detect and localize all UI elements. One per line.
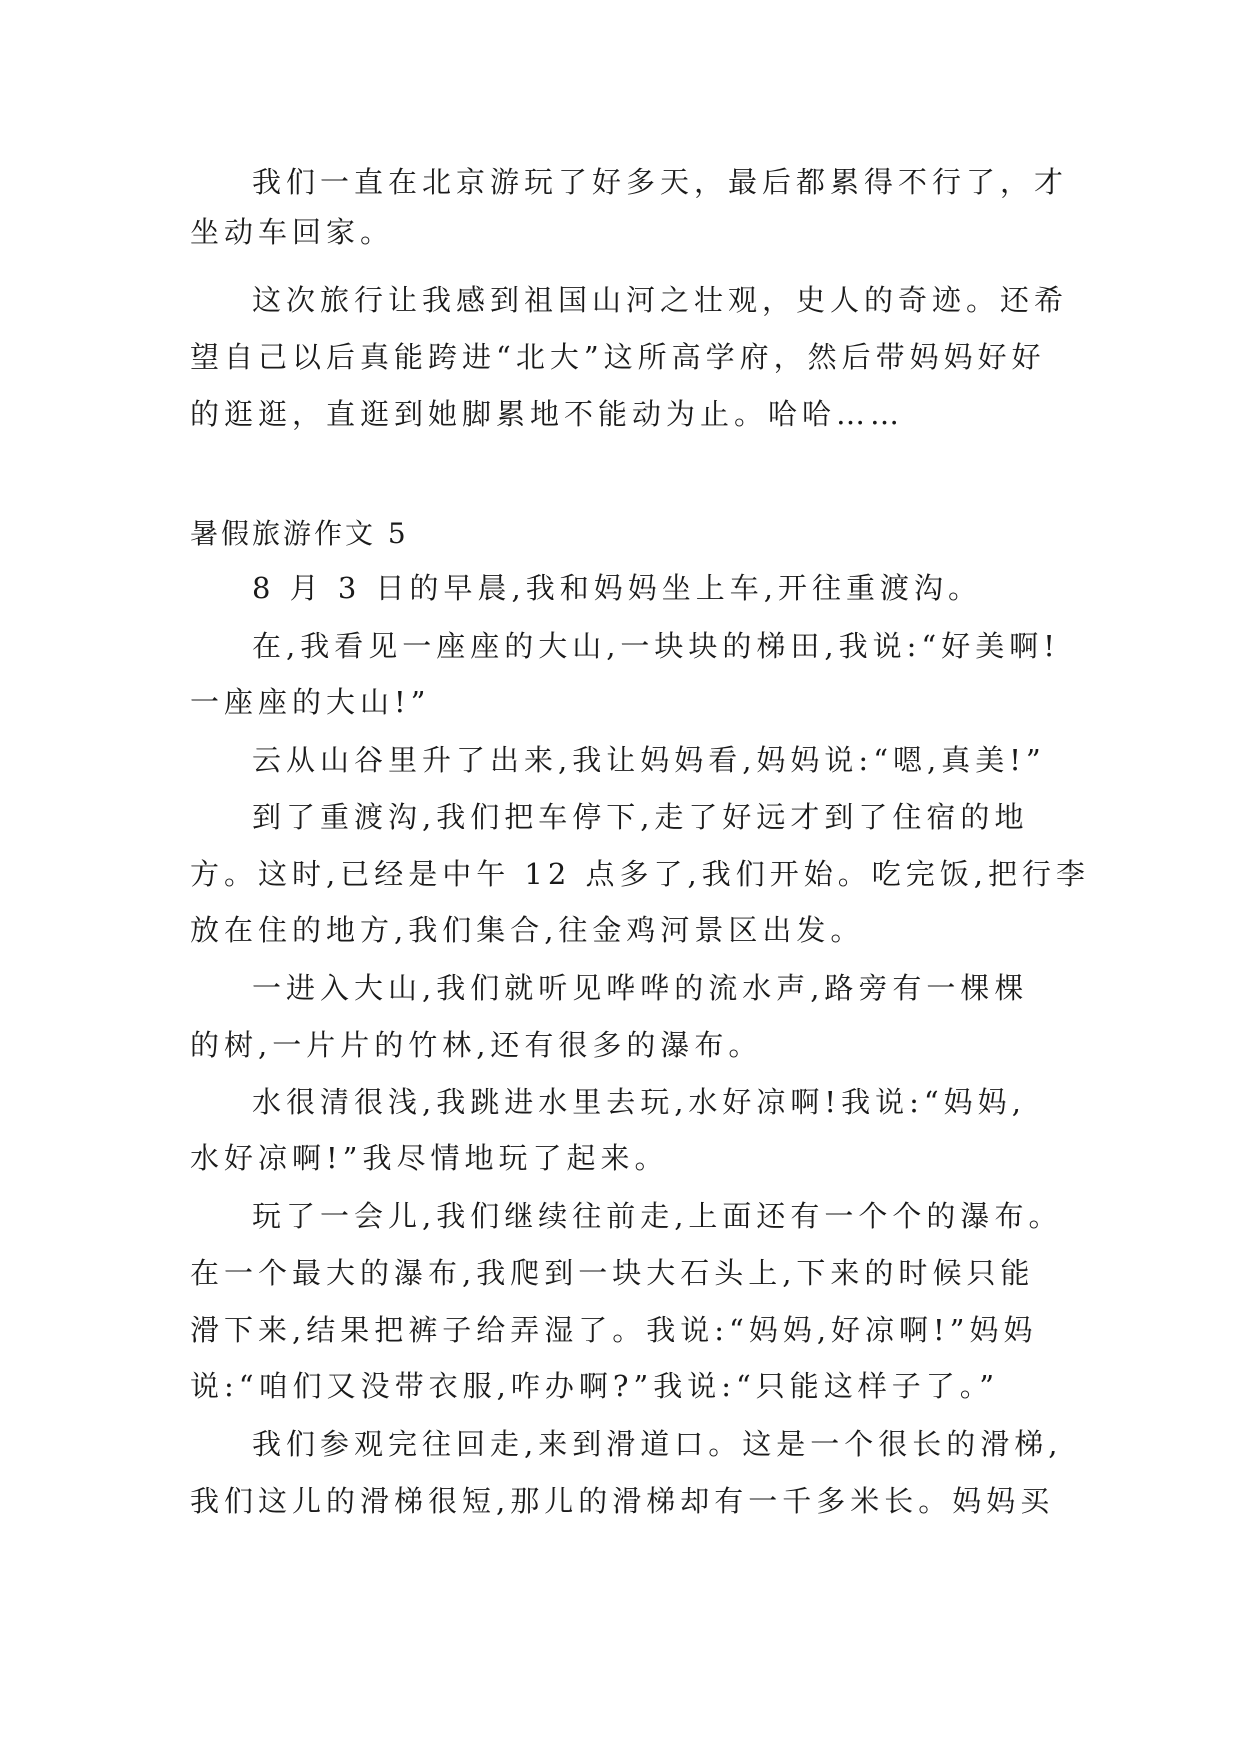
text-line: 云从山谷里升了出来,我让妈妈看,妈妈说:“嗯,真美!” bbox=[252, 743, 1046, 777]
text-line: 我们这儿的滑梯很短,那儿的滑梯却有一千多米长。妈妈买 bbox=[190, 1484, 1055, 1518]
text-line: 水好凉啊!”我尽情地玩了起来。 bbox=[190, 1141, 669, 1175]
text-line: 8 月 3 日的早晨,我和妈妈坐上车,开往重渡沟。 bbox=[252, 571, 982, 605]
text-line: 到了重渡沟,我们把车停下,走了好远才到了住宿的地 bbox=[252, 800, 1029, 834]
text-line: 望自己以后真能跨进“北大”这所高学府，然后带妈妈好好 bbox=[190, 340, 1046, 374]
text-line: 的树,一片片的竹林,还有很多的瀑布。 bbox=[190, 1028, 763, 1062]
text-line: 放在住的地方,我们集合,往金鸡河景区出发。 bbox=[190, 913, 865, 947]
text-line: 方。这时,已经是中午 12 点多了,我们开始。吃完饭,把行李 bbox=[190, 857, 1090, 891]
text-line: 的逛逛，直逛到她脚累地不能动为止。哈哈…… bbox=[190, 397, 905, 431]
text-line: 在,我看见一座座的大山,一块块的梯田,我说:“好美啊! bbox=[252, 629, 1060, 663]
text-line: 坐动车回家。 bbox=[190, 215, 395, 249]
text-line: 水很清很浅,我跳进水里去玩,水好凉啊!我说:“妈妈, bbox=[252, 1085, 1026, 1119]
text-line: 玩了一会儿,我们继续往前走,上面还有一个个的瀑布。 bbox=[252, 1199, 1063, 1233]
text-line: 一进入大山,我们就听见哗哗的流水声,路旁有一棵棵 bbox=[252, 971, 1029, 1005]
text-line: 我们参观完往回走,来到滑道口。这是一个很长的滑梯, bbox=[252, 1427, 1063, 1461]
text-line: 说:“咱们又没带衣服,咋办啊?”我说:“只能这样子了。” bbox=[190, 1369, 1000, 1403]
text-line: 在一个最大的瀑布,我爬到一块大石头上,下来的时候只能 bbox=[190, 1256, 1035, 1290]
text-line: 我们一直在北京游玩了好多天，最后都累得不行了，才 bbox=[252, 165, 1069, 199]
text-line: 这次旅行让我感到祖国山河之壮观，史人的奇迹。还希 bbox=[252, 283, 1069, 317]
section-heading: 暑假旅游作文 5 bbox=[190, 517, 409, 550]
text-line: 滑下来,结果把裤子给弄湿了。我说:“妈妈,好凉啊!”妈妈 bbox=[190, 1313, 1038, 1347]
text-line: 一座座的大山!” bbox=[190, 685, 431, 719]
